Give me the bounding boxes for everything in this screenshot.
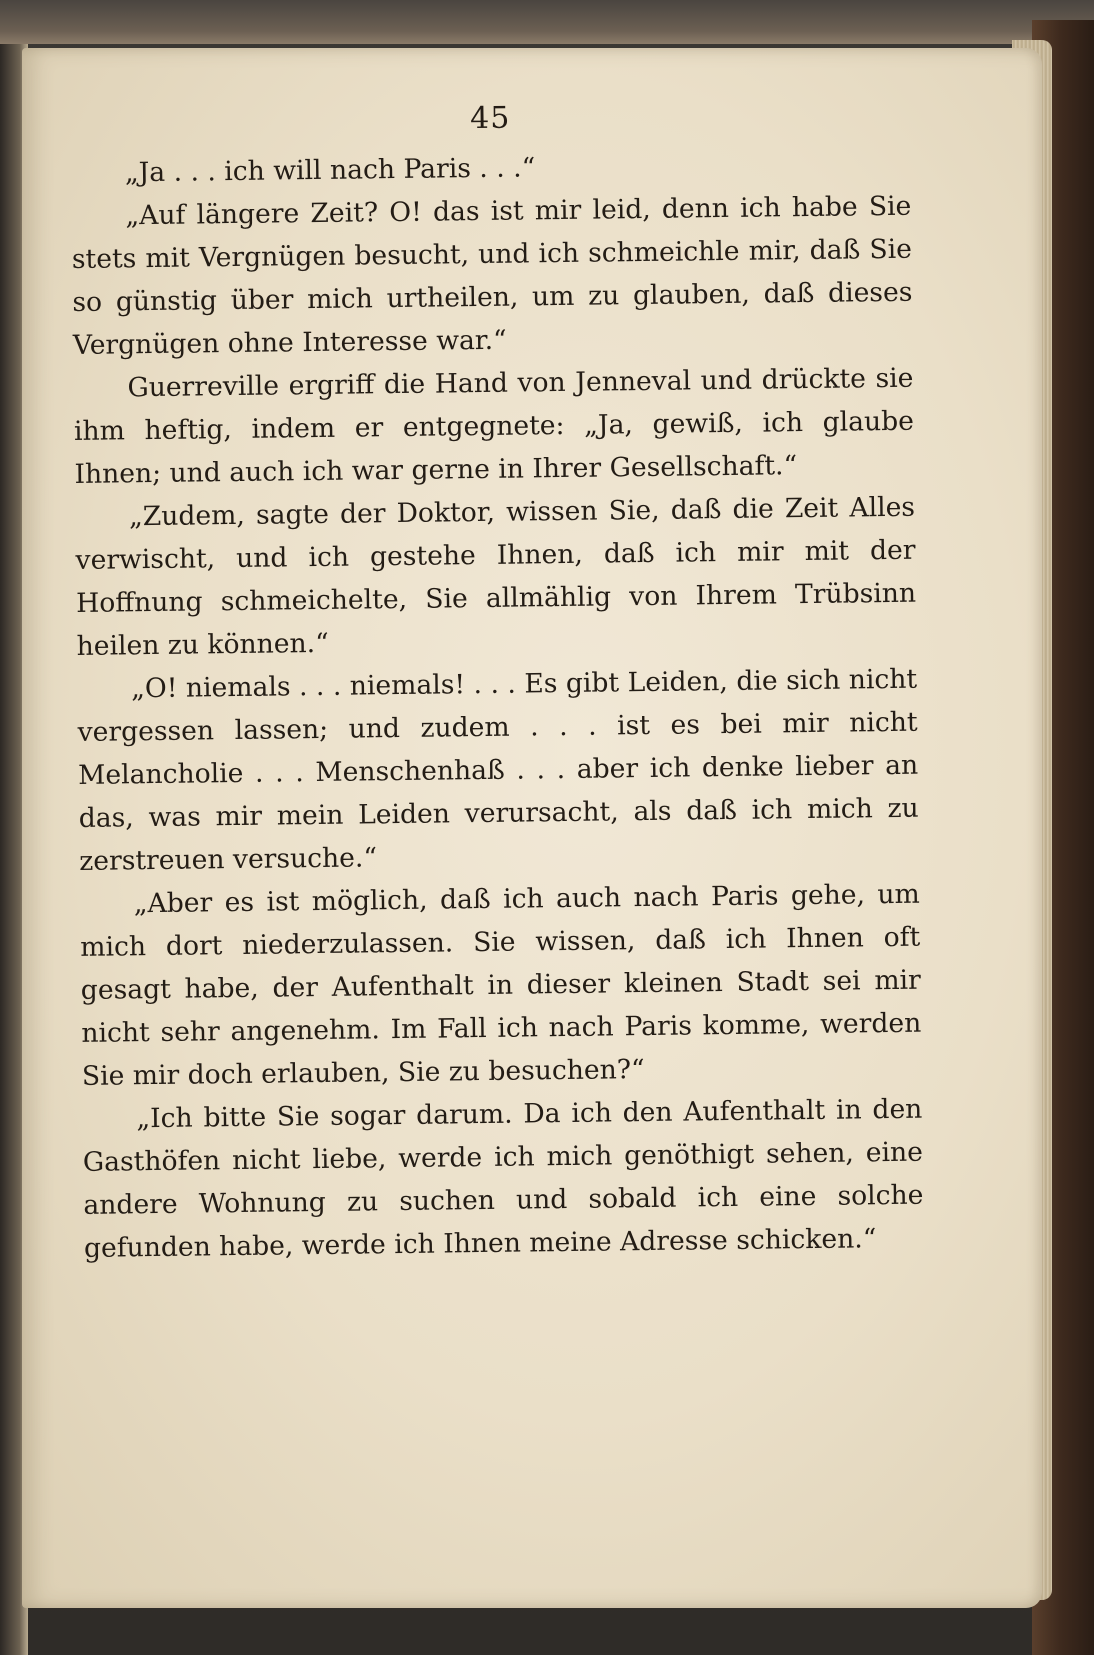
- paragraph-1: „Ja . . . ich will nach Paris . . .“: [124, 152, 536, 189]
- book-page: [22, 48, 1042, 1608]
- paragraph-7: „Ich bitte Sie sogar darum. Da ich den Aufenthalt in den Gasthöfen nicht liebe, werde ich mich genöthigt sehen, eine andere Wohnung zu suchen und sobald ich eine solche gefunden habe, werde ich Ihnen meine Adresse schicken.“: [82, 1093, 924, 1264]
- paragraph-6: „Aber es ist möglich, daß ich auch nach Paris gehe, um mich dort niederzulassen. Sie wissen, daß ich Ihnen oft gesagt habe, der Aufenthalt in dieser kleinen Stadt sei mir nicht sehr angenehm. Im Fall ich nach Paris komme, werden Sie mir doch erlauben, Sie zu besuchen?“: [80, 878, 922, 1092]
- paragraph-2: „Auf längere Zeit? O! das ist mir leid, denn ich habe Sie stets mit Vergnügen besucht, und ich schmeichle mir, daß Sie so günstig über mich urtheilen, um zu glauben, daß dieses Vergnügen ohne Interesse war.“: [71, 190, 913, 361]
- page-text-block: [70, 94, 924, 1270]
- paragraph-3: Guerreville ergriff die Hand von Jenneval und drückte sie ihm heftig, indem er entgegnete: „Ja, gewiß, ich glaube Ihnen; und auch ich war gerne in Ihrer Gesellschaft.“: [73, 362, 915, 490]
- page-number: 45: [469, 100, 511, 137]
- paragraph-4: „Zudem, sagte der Doktor, wissen Sie, daß die Zeit Alles verwischt, und ich gestehe Ihnen, daß ich mir mit der Hoffnung schmeichelte, Sie allmählig von Ihrem Trübsinn heilen zu können.“: [75, 491, 917, 662]
- paragraph-5: „O! niemals . . . niemals! . . . Es gibt Leiden, die sich nicht vergessen lassen; und zudem . . . ist es bei mir nicht Melancholie . . . Menschenhaß . . . aber ich denke lieber an das, was mir mein Leiden verursacht, als daß ich mich zu zerstreuen versuche.“: [77, 663, 919, 877]
- book-cover-top-edge: [0, 0, 1094, 44]
